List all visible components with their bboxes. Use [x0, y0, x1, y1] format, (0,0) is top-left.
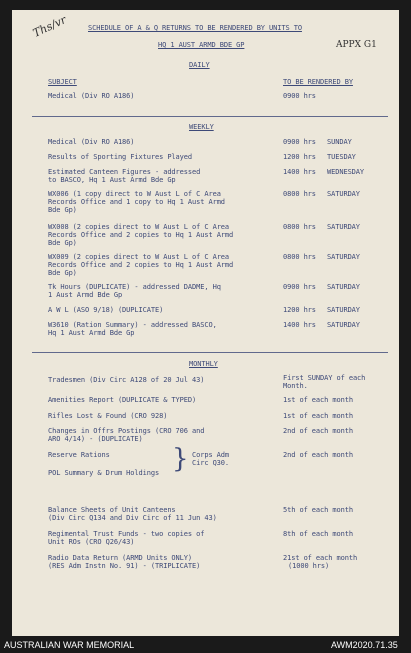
monthly-row-line: (RES Adm Instn No. 91) - (TRIPLICATE) — [48, 562, 201, 570]
weekly-heading: WEEKLY — [189, 123, 214, 131]
weekly-row-line: WX009 (2 copies direct to W Aust L of C Area — [48, 253, 230, 261]
rendered-by-column-header: TO BE RENDERED BY — [283, 78, 353, 86]
document-page — [12, 10, 399, 636]
weekly-row-time: 1400 hrs — [283, 321, 316, 329]
subject-column-header: SUBJECT — [48, 78, 77, 86]
weekly-row-time: 1200 hrs — [283, 153, 316, 161]
monthly-heading: MONTHLY — [189, 360, 218, 368]
weekly-row-time: 0800 hrs — [283, 223, 316, 231]
daily-heading: DAILY — [189, 61, 210, 69]
weekly-row-line: Bde Gp) — [48, 206, 77, 214]
weekly-row-day: SATURDAY — [327, 253, 360, 261]
weekly-row-time: 1400 hrs — [283, 168, 316, 176]
monthly-row-when: 1st of each month — [283, 412, 353, 420]
weekly-row-day: TUESDAY — [327, 153, 356, 161]
weekly-row-line: Estimated Canteen Figures - addressed — [48, 168, 201, 176]
corps-note-line: Circ Q30. — [192, 459, 230, 467]
weekly-row-line: Results of Sporting Fixtures Played — [48, 153, 193, 161]
monthly-row-line: Rifles Lost & Found (CRO 928) — [48, 412, 168, 420]
monthly-row-line: Balance Sheets of Unit Canteens — [48, 506, 176, 514]
footer-archive-name: AUSTRALIAN WAR MEMORIAL — [4, 640, 135, 650]
weekly-row-line: Records Office and 2 copies to Hq 1 Aust Armd — [48, 231, 234, 239]
weekly-row-line: Hq 1 Aust Armd Bde Gp — [48, 329, 135, 337]
section-divider — [32, 116, 388, 117]
weekly-row-line: W3610 (Ration Summary) - addressed BASCO, — [48, 321, 217, 329]
weekly-row-line: Records Office and 1 copy to Hq 1 Aust Armd — [48, 198, 225, 206]
corps-note-line: Corps Adm — [192, 451, 230, 459]
weekly-row-time: 1200 hrs — [283, 306, 316, 314]
monthly-row-when: 8th of each month — [283, 530, 353, 538]
weekly-row-time: 0900 hrs — [283, 138, 316, 146]
footer-accession-number: AWM2020.71.35 — [331, 640, 398, 650]
weekly-row-line: WX006 (1 copy direct to W Aust L of C Area — [48, 190, 221, 198]
weekly-row-day: SATURDAY — [327, 223, 360, 231]
monthly-row-line: ARO 4/14) - (DUPLICATE) — [48, 435, 143, 443]
monthly-row-line: Unit ROs (CRO Q26/43) — [48, 538, 135, 546]
monthly-row-line: POL Summary & Drum Holdings — [48, 469, 160, 477]
monthly-row-line: Tradesmen (Div Circ A128 of 20 Jul 43) — [48, 376, 205, 384]
monthly-row-when: 1st of each month — [283, 396, 353, 404]
monthly-row-line: Regimental Trust Funds - two copies of — [48, 530, 205, 538]
monthly-row-line: Reserve Rations — [48, 451, 110, 459]
monthly-row-when: 2nd of each month — [283, 427, 353, 435]
weekly-row-day: SATURDAY — [327, 190, 360, 198]
daily-when: 0900 hrs — [283, 92, 316, 100]
monthly-row-when: First SUNDAY of each — [283, 374, 366, 382]
weekly-row-line: WX008 (2 copies direct to W Aust L of C Area — [48, 223, 230, 231]
weekly-row-day: SATURDAY — [327, 283, 360, 291]
monthly-row-when: 21st of each month — [283, 554, 358, 562]
weekly-row-time: 0800 hrs — [283, 253, 316, 261]
weekly-row-line: Bde Gp) — [48, 269, 77, 277]
weekly-row-time: 0900 hrs — [283, 283, 316, 291]
weekly-row-line: A W L (ASO 9/18) (DUPLICATE) — [48, 306, 164, 314]
section-divider — [32, 352, 388, 353]
monthly-row-line: Amenities Report (DUPLICATE & TYPED) — [48, 396, 197, 404]
handwritten-initials: Ths/vr — [30, 13, 69, 40]
weekly-row-line: Tk Hours (DUPLICATE) - addressed DADME, Hq — [48, 283, 221, 291]
monthly-row-line: Changes in Offrs Postings (CRO 706 and — [48, 427, 205, 435]
weekly-row-day: WEDNESDAY — [327, 168, 365, 176]
weekly-row-day: SUNDAY — [327, 138, 352, 146]
handwritten-appendix-ref: APPX G1 — [336, 40, 377, 50]
monthly-row-when: (1000 hrs) — [288, 562, 330, 570]
document-title: SCHEDULE OF A & Q RETURNS TO BE RENDERED BY UNITS TO — [88, 24, 302, 32]
grouping-brace: } — [172, 444, 189, 474]
weekly-row-line: 1 Aust Armd Bde Gp — [48, 291, 123, 299]
weekly-row-line: Medical (Div RO A186) — [48, 138, 135, 146]
weekly-row-line: Records Office and 2 copies to Hq 1 Aust Armd — [48, 261, 234, 269]
weekly-row-day: SATURDAY — [327, 321, 360, 329]
weekly-row-line: Bde Gp) — [48, 239, 77, 247]
document-subtitle: HQ 1 AUST ARMD BDE GP — [158, 41, 245, 49]
daily-subject: Medical (Div RO A186) — [48, 92, 135, 100]
weekly-row-time: 0800 hrs — [283, 190, 316, 198]
monthly-row-when: Month. — [283, 382, 308, 390]
monthly-row-line: (Div Circ Q134 and Div Circ of 11 Jun 43) — [48, 514, 217, 522]
monthly-row-when: 2nd of each month — [283, 451, 353, 459]
monthly-row-when: 5th of each month — [283, 506, 353, 514]
weekly-row-line: to BASCO, Hq 1 Aust Armd Bde Gp — [48, 176, 176, 184]
weekly-row-day: SATURDAY — [327, 306, 360, 314]
monthly-row-line: Radio Data Return (ARMD Units ONLY) — [48, 554, 193, 562]
